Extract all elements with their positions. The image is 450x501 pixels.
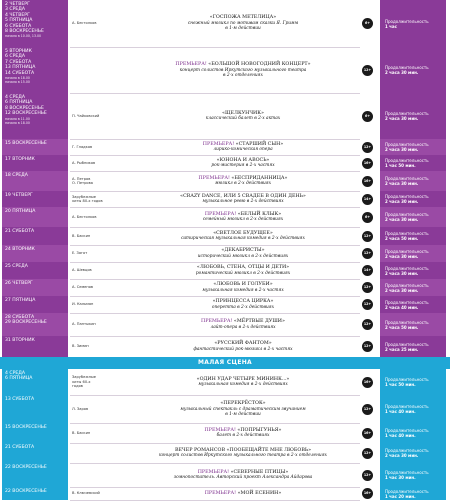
date-line: 6 ПЯТНИЦА <box>5 100 33 106</box>
author-cell <box>72 296 126 313</box>
age-rating-badge: 16+ <box>362 488 373 499</box>
show-description: лирико-комическая опера <box>213 147 273 153</box>
date-cell <box>2 423 68 443</box>
duration-value: 2 часа 30 мин. <box>385 181 419 186</box>
show-description: рок-мистерия в 2-х частях <box>211 163 275 169</box>
date-line: 6 ПЯТНИЦА <box>5 376 33 382</box>
schedule-row[interactable] <box>0 262 450 279</box>
age-rating-badge: 12+ <box>362 299 373 310</box>
show-title: «РУССКИЙ ФАНТОМ» <box>214 341 272 346</box>
age-rating-badge: 12+ <box>362 65 373 76</box>
title-cell[interactable] <box>130 336 356 357</box>
show-description: балет в 2-х действиях <box>216 433 270 439</box>
duration-value: 2 часа 30 мин. <box>385 270 419 276</box>
show-title: «СЕВЕРНЫЕ ПТИЦЫ» <box>230 469 289 475</box>
show-title: «ДЕКАБРИСТЫ» <box>221 248 265 253</box>
duration-label: Продолжительность <box>385 231 429 236</box>
title-cell[interactable] <box>130 47 356 93</box>
author-line: В. Зимин <box>72 344 89 349</box>
author-line: А. Шевцов <box>72 268 92 273</box>
premiere-label: ПРЕМЬЕРА! <box>204 490 238 496</box>
age-rating-badge: 14+ <box>362 194 373 205</box>
author-line: А. Семенов <box>72 285 94 290</box>
author-line: Зарубежные <box>72 375 96 380</box>
author-cell <box>72 171 126 191</box>
date-line: 17 ВТОРНИК <box>5 157 35 162</box>
duration-cell <box>380 0 446 47</box>
schedule-row[interactable] <box>0 155 450 171</box>
show-title: «БЕЛЫЙ КЛЫК» <box>237 211 282 217</box>
author-cell <box>72 279 126 296</box>
age-rating-badge: 16+ <box>362 158 373 169</box>
show-description: музыкальная комедия в 2-х действиях <box>198 382 288 388</box>
title-cell[interactable] <box>130 227 356 245</box>
duration-value: 2 часа 30 мин. <box>385 217 419 222</box>
date-cell <box>2 245 68 262</box>
show-title: ВЕЧЕР РОМАНСОВ «ПООБЕЩАЙТЕ МНЕ ЛЮБОВЬ» <box>174 447 312 453</box>
schedule-row[interactable] <box>0 0 450 47</box>
author-cell <box>72 139 126 155</box>
age-rating-badge: 16+ <box>362 377 373 388</box>
age-rating-badge: 14+ <box>362 265 373 276</box>
show-title: «МЁРТВЫЕ ДУШИ» <box>233 319 285 324</box>
duration-cell <box>380 191 446 207</box>
duration-cell <box>380 279 446 296</box>
title-line <box>130 491 356 497</box>
age-rating-badge: 12+ <box>362 282 373 293</box>
duration-value: 2 часа 50 мин. <box>385 324 419 330</box>
age-rating-badge: 6+ <box>362 212 373 223</box>
duration-cell <box>380 262 446 279</box>
duration-value: 2 часа 30 мин. <box>385 70 419 75</box>
duration-cell <box>380 395 446 423</box>
date-cell <box>2 296 68 313</box>
author-cell <box>72 487 126 500</box>
author-line: В. Ключевский <box>72 491 100 496</box>
title-cell[interactable] <box>130 191 356 207</box>
duration-value: 2 часа 40 мин. <box>385 304 419 310</box>
show-description: концерт солистов Иркутского музыкального театра в 2-х отделениях <box>159 453 327 459</box>
duration-value: 2 часа 30 мин. <box>385 453 419 458</box>
author-line: В. Баскин <box>72 430 91 435</box>
title-cell[interactable] <box>130 463 356 487</box>
date-line: 8 ВОСКРЕСЕНЬЕ <box>5 29 44 35</box>
show-description: исторический мюзикл в 2-х действиях <box>197 253 289 259</box>
duration-cell <box>380 296 446 313</box>
duration-cell <box>380 443 446 463</box>
age-rating-badge: 6+ <box>362 18 373 29</box>
duration-label: Продолжительность <box>385 142 429 147</box>
show-description: в 2-х отделениях <box>223 72 263 78</box>
schedule-row[interactable] <box>0 423 450 443</box>
duration-cell <box>380 155 446 171</box>
show-title: «ЛЮБОВЬ И ГОЛУБИ» <box>213 282 273 287</box>
duration-label: Продолжительность <box>385 404 429 409</box>
age-rating-badge: 12+ <box>362 142 373 153</box>
duration-label: Продолжительность <box>385 428 429 433</box>
duration-label: Продолжительность <box>385 299 429 305</box>
date-cell <box>2 369 68 395</box>
date-cell <box>2 443 68 463</box>
duration-value: 1 час 20 мин. <box>385 493 416 499</box>
schedule-row[interactable] <box>0 463 450 487</box>
author-cell <box>72 227 126 245</box>
date-cell <box>2 191 68 207</box>
author-cell <box>72 93 126 139</box>
author-cell <box>72 207 126 227</box>
date-line: 13 ПЯТНИЦА <box>5 65 36 71</box>
date-line: 15 ВОСКРЕСЕНЬЕ <box>5 141 47 146</box>
duration-label: Продолжительность <box>385 488 429 494</box>
premiere-label: ПРЕМЬЕРА! <box>175 61 209 67</box>
date-line: 2 ЧЕТВЕРГ <box>5 2 30 7</box>
duration-cell <box>380 463 446 487</box>
show-description: в 1-м действии <box>225 26 261 32</box>
show-description: романтический мюзикл в 2-х действиях <box>195 270 291 276</box>
author-cell <box>72 262 126 279</box>
age-rating-badge: 12+ <box>362 319 373 330</box>
title-cell[interactable] <box>130 0 356 47</box>
date-line: 3 СРЕДА <box>5 7 25 13</box>
duration-label: Продолжительность <box>385 212 429 217</box>
author-cell <box>72 47 126 93</box>
schedule-row[interactable] <box>0 313 450 336</box>
title-cell[interactable] <box>130 369 356 395</box>
date-line: 13 СУББОТА <box>5 397 35 402</box>
date-cell <box>2 395 68 423</box>
show-description: зомнопостатель. Авторский проект Александра Айдарова <box>173 475 313 481</box>
author-cell <box>72 423 126 443</box>
title-cell[interactable] <box>130 155 356 171</box>
schedule-row[interactable] <box>0 336 450 357</box>
show-title: «ПОПРЫГУНЬЯ» <box>237 427 282 433</box>
duration-label: Продолжительность <box>385 158 429 163</box>
duration-label: Продолжительность <box>385 470 429 475</box>
show-description: мюзикл в 2-х действиях <box>214 181 272 187</box>
show-description: музыкальная комедия в 2-х частях <box>202 287 284 293</box>
premiere-label: ПРЕМЬЕРА! <box>204 211 238 217</box>
time-note: начало в 10.00, 13.00 <box>5 34 42 39</box>
date-cell <box>2 139 68 155</box>
author-line: хиты 80-х годов <box>72 199 103 203</box>
show-title: «ГОСПОЖА МЕТЕЛИЦА» <box>209 15 277 21</box>
time-note: начало в 18.00 <box>5 76 30 81</box>
age-rating-badge: 12+ <box>362 470 373 481</box>
date-cell <box>2 155 68 171</box>
show-description: концерт солистов Иркутского музыкального театра <box>179 67 307 73</box>
date-line: 4 СРЕДА <box>5 95 25 100</box>
duration-cell <box>380 245 446 262</box>
author-line: А. Рыбников <box>72 160 96 165</box>
duration-label: Продолжительность <box>385 65 429 70</box>
duration-value: 2 часа 30 мин. <box>385 147 419 152</box>
title-cell[interactable] <box>130 279 356 296</box>
date-cell <box>2 463 68 487</box>
duration-value: 1 час 50 мин. <box>385 382 416 387</box>
show-title: «БЕСПРИДАННИЦА» <box>231 175 288 181</box>
date-line: 6 СРЕДА <box>5 54 25 60</box>
premiere-label: ПРЕМЬЕРА! <box>202 141 236 147</box>
date-line: 5 ПЯТНИЦА <box>5 18 33 24</box>
date-cell <box>2 171 68 191</box>
date-cell <box>2 279 68 296</box>
author-line: А. Бестолков <box>72 21 97 26</box>
title-cell[interactable] <box>130 423 356 443</box>
duration-cell <box>380 423 446 443</box>
duration-label: Продолжительность <box>385 194 429 199</box>
small-stage-header: МАЛАЯ СЦЕНА <box>0 357 450 369</box>
title-cell[interactable] <box>130 262 356 279</box>
date-line: 15 ВОСКРЕСЕНЬЕ <box>5 425 47 430</box>
duration-label: Продолжительность <box>385 176 429 181</box>
duration-label: Продолжительность <box>385 265 429 271</box>
date-line: 18 СРЕДА <box>5 173 28 178</box>
date-cell <box>2 262 68 279</box>
author-line: А. Бестолков <box>72 214 97 219</box>
date-line: 5 ВТОРНИК <box>5 49 32 54</box>
author-line: хиты 60-х <box>72 379 91 384</box>
duration-label: Продолжительность <box>385 248 429 254</box>
schedule-row[interactable] <box>0 245 450 262</box>
author-line: О. Петрова <box>72 181 93 185</box>
duration-cell <box>380 139 446 155</box>
show-title: «СВЕТЛОЕ БУДУЩЕЕ» <box>213 230 273 236</box>
show-title: «CRAZY DANCE, ИЛИ 5 СВАДЕБ В ОДИН ДЕНЬ» <box>180 193 306 199</box>
title-cell[interactable] <box>130 395 356 423</box>
schedule-row[interactable] <box>0 191 450 207</box>
schedule-row[interactable] <box>0 395 450 423</box>
age-rating-badge: 12+ <box>362 341 373 352</box>
show-title: «ПЕРЕКРЁСТОК» <box>220 400 266 406</box>
duration-cell <box>380 207 446 227</box>
duration-value: 1 час 30 мин. <box>385 475 416 480</box>
date-cell <box>2 47 68 93</box>
premiere-label: ПРЕМЬЕРА! <box>198 175 232 181</box>
show-description: семейный мюзикл в 2-х действиях <box>202 217 284 223</box>
title-cell[interactable] <box>130 139 356 155</box>
author-cell <box>72 369 126 395</box>
duration-cell <box>380 171 446 191</box>
date-cell <box>2 227 68 245</box>
date-line: 24 ВТОРНИК <box>5 247 35 252</box>
author-line: Г. Гладков <box>72 144 93 149</box>
premiere-label: ПРЕМЬЕРА! <box>197 469 231 475</box>
date-cell <box>2 0 68 47</box>
date-line: 21 СУББОТА <box>5 229 35 234</box>
schedule-row[interactable] <box>0 279 450 296</box>
title-cell[interactable] <box>130 207 356 227</box>
duration-cell <box>380 313 446 336</box>
show-description: оперетта в 2-х действиях <box>211 304 275 310</box>
author-cell <box>72 245 126 262</box>
date-line: 26 ЧЕТВЕРГ <box>5 281 33 286</box>
author-cell <box>72 0 126 47</box>
date-line: 4 СРЕДА <box>5 371 25 376</box>
age-rating-badge: 12+ <box>362 404 373 415</box>
date-line: 4 ЧЕТВЕРГ <box>5 12 30 18</box>
schedule-row[interactable] <box>0 369 450 395</box>
duration-cell <box>380 227 446 245</box>
duration-cell <box>380 487 446 500</box>
date-line: 14 СУББОТА <box>5 70 35 76</box>
date-line: 6 СУББОТА <box>5 23 32 29</box>
title-cell[interactable] <box>130 296 356 313</box>
duration-label: Продолжительность <box>385 319 429 325</box>
show-description: музыкальный спектакль с драматическим звучанием <box>180 406 306 412</box>
date-line: 12 ВОСКРЕСЕНЬЕ <box>5 111 47 117</box>
schedule-row[interactable] <box>0 296 450 313</box>
author-line: Е. Загот <box>72 251 88 256</box>
author-line: И. Кальман <box>72 302 94 307</box>
date-line: 22 ВОСКРЕСЕНЬЕ <box>5 489 47 494</box>
duration-value: 2 часа 25 мин. <box>385 346 419 352</box>
date-line: 27 ПЯТНИЦА <box>5 298 36 303</box>
author-cell <box>72 395 126 423</box>
age-rating-badge: 12+ <box>362 448 373 459</box>
duration-value: 2 часа 30 мин. <box>385 116 419 121</box>
show-title: «ОДИН УДАР ЧЕТЫРЕ МИНИНК...» <box>196 376 290 382</box>
duration-value: 1 час <box>385 23 397 29</box>
schedule-row[interactable] <box>0 207 450 227</box>
date-line: 29 ВОСКРЕСЕНЬЕ <box>5 320 47 326</box>
time-note: начало в 15.00 <box>5 80 30 85</box>
date-line: 31 ВТОРНИК <box>5 338 35 343</box>
author-line: Л. Заров <box>72 406 89 411</box>
date-cell <box>2 336 68 357</box>
schedule-row[interactable] <box>0 47 450 93</box>
duration-value: 2 часа 30 мин. <box>385 287 419 293</box>
author-line: Зарубежные <box>72 194 96 199</box>
time-note: начало в 18.00 <box>5 120 30 125</box>
duration-cell <box>380 369 446 395</box>
duration-value: 1 час 50 мин. <box>385 163 416 168</box>
show-description: сатирическая музыкальная комедия в 2-х действиях <box>181 236 305 242</box>
duration-label: Продолжительность <box>385 448 429 453</box>
author-line: П. Чайковский <box>72 113 100 118</box>
date-cell <box>2 207 68 227</box>
duration-cell <box>380 47 446 93</box>
date-cell <box>2 313 68 336</box>
author-cell <box>72 155 126 171</box>
schedule-row[interactable] <box>0 443 450 463</box>
show-description: в 1-м действии <box>225 411 261 417</box>
author-line: В. Баскин <box>72 233 91 238</box>
title-cell[interactable] <box>130 245 356 262</box>
age-rating-badge: 12+ <box>362 231 373 242</box>
show-description: музыкальное ревю в 2-х действиях <box>202 199 284 205</box>
date-line: 8 ВОСКРЕСЕНЬЕ <box>5 105 44 111</box>
duration-value: 1 час 40 мин. <box>385 433 416 438</box>
duration-label: Продолжительность <box>385 377 429 382</box>
date-line: 28 СУББОТА <box>5 315 35 320</box>
author-cell <box>72 443 126 463</box>
author-cell <box>72 463 126 487</box>
date-line: 21 СУББОТА <box>5 445 35 450</box>
duration-cell <box>380 336 446 357</box>
show-description: фантастический рок-мюзикл в 2-х частях <box>193 346 293 352</box>
author-line: годов <box>72 384 83 389</box>
date-line: 22 ВОСКРЕСЕНЬЕ <box>5 465 47 470</box>
age-rating-badge: 16+ <box>362 428 373 439</box>
show-description: классический балет в 2-х актах <box>205 116 281 122</box>
premiere-label: ПРЕМЬЕРА! <box>201 319 234 324</box>
schedule-row[interactable] <box>0 139 450 155</box>
schedule-row[interactable] <box>0 227 450 245</box>
show-description: снежный мюзикл по мотивам сказки Я. Гримм <box>187 21 299 27</box>
schedule-row[interactable] <box>0 487 450 500</box>
age-rating-badge: 12+ <box>362 248 373 259</box>
age-rating-badge: 16+ <box>362 176 373 187</box>
title-cell[interactable] <box>130 93 356 139</box>
date-line: 7 СУББОТА <box>5 59 32 65</box>
duration-label: Продолжительность <box>385 111 429 116</box>
date-cell <box>2 487 68 500</box>
schedule-row[interactable] <box>0 93 450 139</box>
author-cell <box>72 313 126 336</box>
date-line: 19 ЧЕТВЕРГ <box>5 193 33 198</box>
duration-label: Продолжительность <box>385 18 429 24</box>
duration-label: Продолжительность <box>385 282 429 288</box>
author-cell <box>72 336 126 357</box>
duration-cell <box>380 93 446 139</box>
author-line: А. Петров <box>72 176 91 181</box>
title-cell[interactable] <box>130 443 356 463</box>
show-title: «БОЛЬШОЙ НОВОГОДНИЙ КОНЦЕРТ» <box>208 61 311 67</box>
show-title: «ЩЕЛКУНЧИК» <box>222 110 264 116</box>
show-description: лайт-опера в 2-х действиях <box>210 324 276 330</box>
duration-value: 1 час 40 мин. <box>385 409 416 414</box>
duration-value: 2 часа 30 мин. <box>385 253 419 259</box>
show-title: «СТАРШИЙ СЫН» <box>235 141 284 147</box>
title-cell[interactable] <box>130 487 356 500</box>
date-line: 25 СРЕДА <box>5 264 28 269</box>
title-cell[interactable] <box>130 313 356 336</box>
show-title: «ЮНОНА И АВОСЬ» <box>216 157 270 163</box>
duration-value: 2 часа 50 мин. <box>385 236 419 241</box>
time-note: начало в 11.00 <box>5 116 30 121</box>
date-line: 20 ПЯТНИЦА <box>5 209 36 214</box>
show-title: «ЛЮБОВЬ, СТЕНА, ОТЦЫ И ДЕТИ» <box>196 265 290 270</box>
show-title: «МОЙ ЕСЕНИН» <box>237 490 282 496</box>
title-cell[interactable] <box>130 171 356 191</box>
duration-label: Продолжительность <box>385 341 429 347</box>
date-cell <box>2 93 68 139</box>
schedule-row[interactable] <box>0 171 450 191</box>
duration-value: 2 часа 30 мин. <box>385 199 419 204</box>
author-cell <box>72 191 126 207</box>
author-line: А. Пантыкин <box>72 322 96 327</box>
age-rating-badge: 6+ <box>362 111 373 122</box>
show-title: «ПРИНЦЕССА ЦИРКА» <box>212 299 274 304</box>
premiere-label: ПРЕМЬЕРА! <box>204 427 238 433</box>
